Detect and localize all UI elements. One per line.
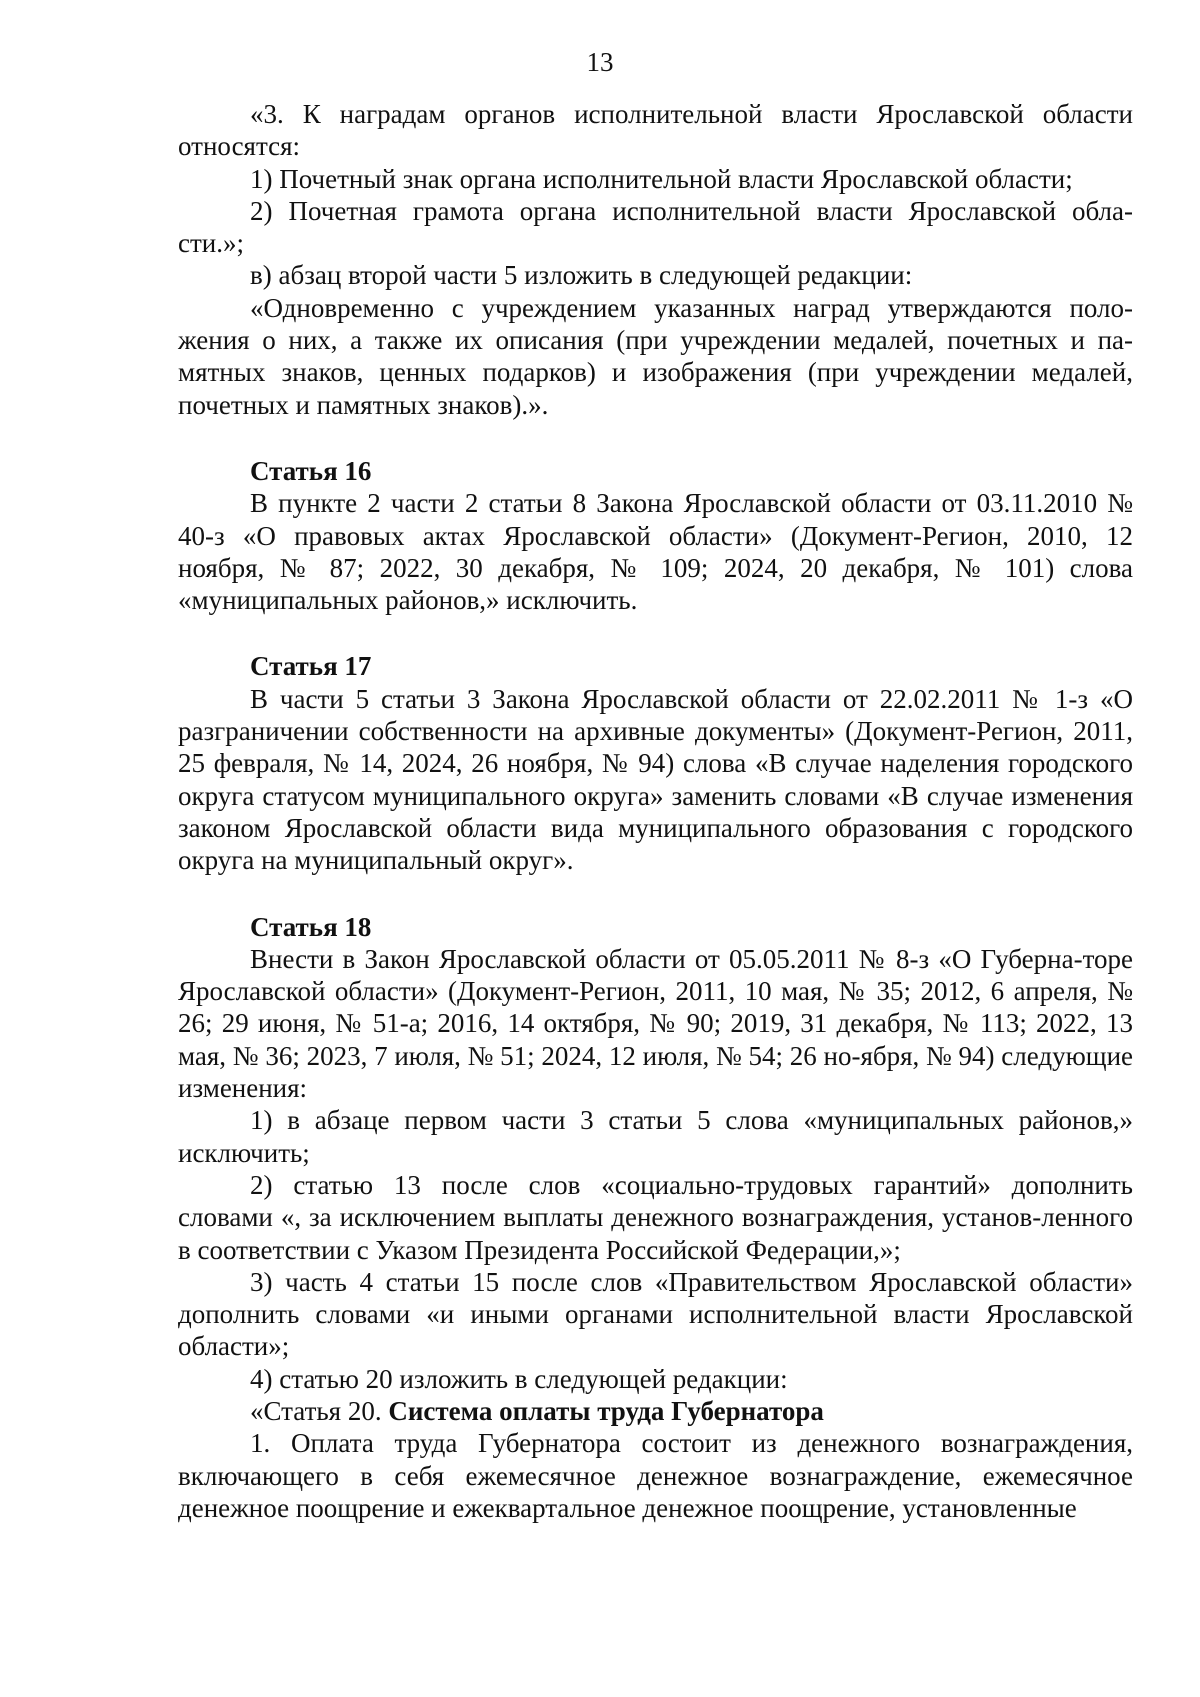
article-heading-17: Статья 17 bbox=[250, 651, 372, 682]
section-gap bbox=[178, 877, 1133, 911]
paragraph-article-18-item-1: 1) в абзаце первом части 3 статьи 5 слова «муниципальных районов,» исключить; bbox=[178, 1105, 1133, 1168]
document-body bbox=[178, 98, 1133, 1524]
section-gap bbox=[178, 616, 1133, 650]
paragraph-quote-regulations: «Одновременно с учреждением указанных наград утверждаются поло-жения о них, а также их описания (при учреждении медалей, почетных и па-мятных знаков, ценных подарков) и изображения (при учреждении медалей, почетных и памятных знаков).». bbox=[178, 292, 1133, 420]
paragraph-article-20-item-1: 1. Оплата труда Губернатора состоит из денежного вознаграждения, включающего в себя ежемесячное денежное вознаграждение, ежемесячное денежное поощрение и ежеквартальное денежное поощрение, установленные bbox=[178, 1428, 1133, 1523]
paragraph-item-v: в) абзац второй части 5 изложить в следующей редакции: bbox=[250, 260, 913, 291]
paragraph-article-17-body: В части 5 статьи 3 Закона Ярославской области от 22.02.2011 № 1-з «О разграничении собственности на архивные документы» (Документ-Регион, 2011, 25 февраля, № 14, 2024, 26 ноября, № 94) слова «В случае наделения городского округа статусом муниципального округа» заменить словами «В случае изменения законом Ярославской области вида муниципального образования с городского округа на муниципальный округ». bbox=[178, 683, 1133, 876]
paragraph-article-20-title bbox=[178, 1395, 1133, 1427]
paragraph-award-item-1: 1) Почетный знак органа исполнительной власти Ярославской области; bbox=[250, 163, 1073, 194]
paragraph-article-18-intro: Внести в Закон Ярославской области от 05.05.2011 № 8-з «О Губерна-торе Ярославской области» (Документ-Регион, 2011, 10 мая, № 35; 2012, 6 апреля, № 26; 29 июня, № 51-а; 2016, 14 октября, № 90; 2019, 31 декабря, № 113; 2022, 13 мая, № 36; 2023, 7 июля, № 51; 2024, 12 июля, № 54; 26 но-ября, № 94) следующие изменения: bbox=[178, 943, 1134, 1104]
section-gap bbox=[178, 421, 1133, 455]
paragraph-article-18-item-2: 2) статью 13 после слов «социально-трудовых гарантий» дополнить словами «, за исключением выплаты денежного вознаграждения, установ-ленного в соответствии с Указом Президента Российской Федерации,»; bbox=[178, 1169, 1133, 1265]
article-heading-16: Статья 16 bbox=[250, 455, 372, 486]
page-number: 13 bbox=[586, 47, 614, 77]
paragraph-article-18-item-4: 4) статью 20 изложить в следующей редакции: bbox=[250, 1363, 788, 1394]
paragraph-award-item-2: 2) Почетная грамота органа исполнительной власти Ярославской обла-сти.»; bbox=[178, 195, 1133, 259]
article-20-title-prefix: «Статья 20. bbox=[250, 1395, 389, 1426]
paragraph-article-16-body: В пункте 2 части 2 статьи 8 Закона Ярославской области от 03.11.2010 № 40-з «О правовых актах Ярославской области» (Документ-Регион, 2010, 12 ноября, № 87; 2022, 30 декабря, № 109; 2024, 20 декабря, № 101) слова «муниципальных районов,» исключить. bbox=[178, 488, 1133, 616]
paragraph-awards-list-intro: «3. К наградам органов исполнительной власти Ярославской области относятся: bbox=[178, 99, 1133, 162]
article-20-title-bold: Система оплаты труда Губернатора bbox=[388, 1395, 824, 1426]
article-heading-18: Статья 18 bbox=[250, 911, 372, 942]
paragraph-article-18-item-3: 3) часть 4 статьи 15 после слов «Правительством Ярославской области» дополнить словами «и иными органами исполнительной власти Ярославской области»; bbox=[178, 1266, 1133, 1362]
